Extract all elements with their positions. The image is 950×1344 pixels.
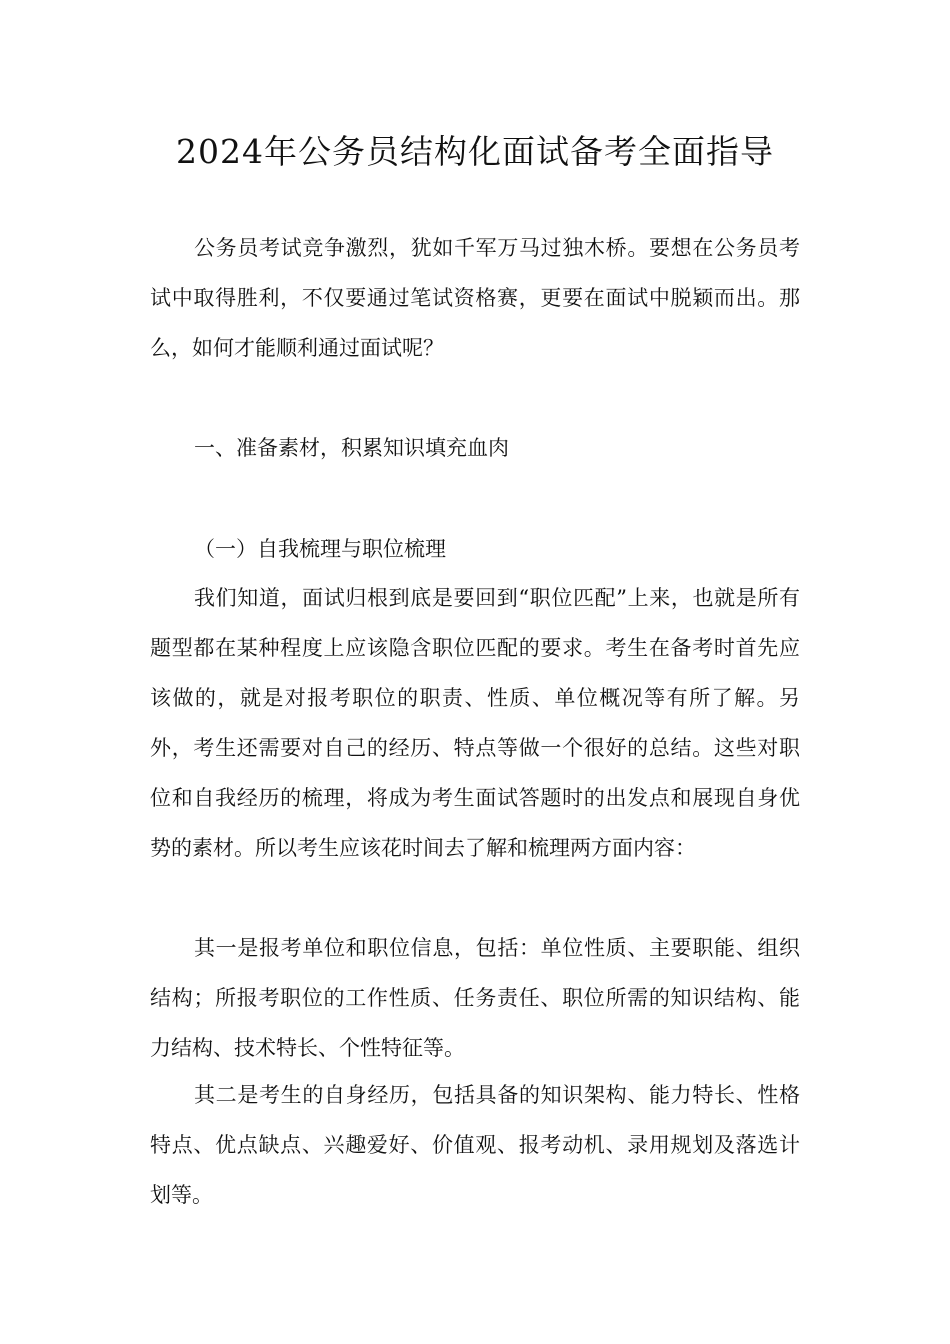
- intro-paragraph: 公务员考试竞争激烈，犹如千军万马过独木桥。要想在公务员考试中取得胜利，不仅要通过笔试资格赛，更要在面试中脱颖而出。那么，如何才能顺利通过面试呢？: [150, 236, 800, 360]
- body-paragraph-2: 其一是报考单位和职位信息，包括：单位性质、主要职能、组织结构；所报考职位的工作性质、任务责任、职位所需的知识结构、能力结构、技术特长、个性特征等。: [150, 936, 800, 1060]
- document-title: 2024年公务员结构化面试备考全面指导: [176, 132, 774, 171]
- section-heading-1: 一、准备素材，积累知识填充血肉: [194, 436, 509, 460]
- subsection-heading-1: （一）自我梳理与职位梳理: [194, 537, 446, 561]
- body-paragraph-3: 其二是考生的自身经历，包括具备的知识架构、能力特长、性格特点、优点缺点、兴趣爱好、价值观、报考动机、录用规划及落选计划等。: [150, 1083, 800, 1207]
- body-paragraph-1: 我们知道，面试归根到底是要回到“职位匹配”上来，也就是所有题型都在某种程度上应该隐含职位匹配的要求。考生在备考时首先应该做的，就是对报考职位的职责、性质、单位概况等有所了解。另外，考生还需要对自己的经历、特点等做一个很好的总结。这些对职位和自我经历的梳理，将成为考生面试答题时的出发点和展现自身优势的素材。所以考生应该花时间去了解和梳理两方面内容：: [150, 586, 800, 860]
